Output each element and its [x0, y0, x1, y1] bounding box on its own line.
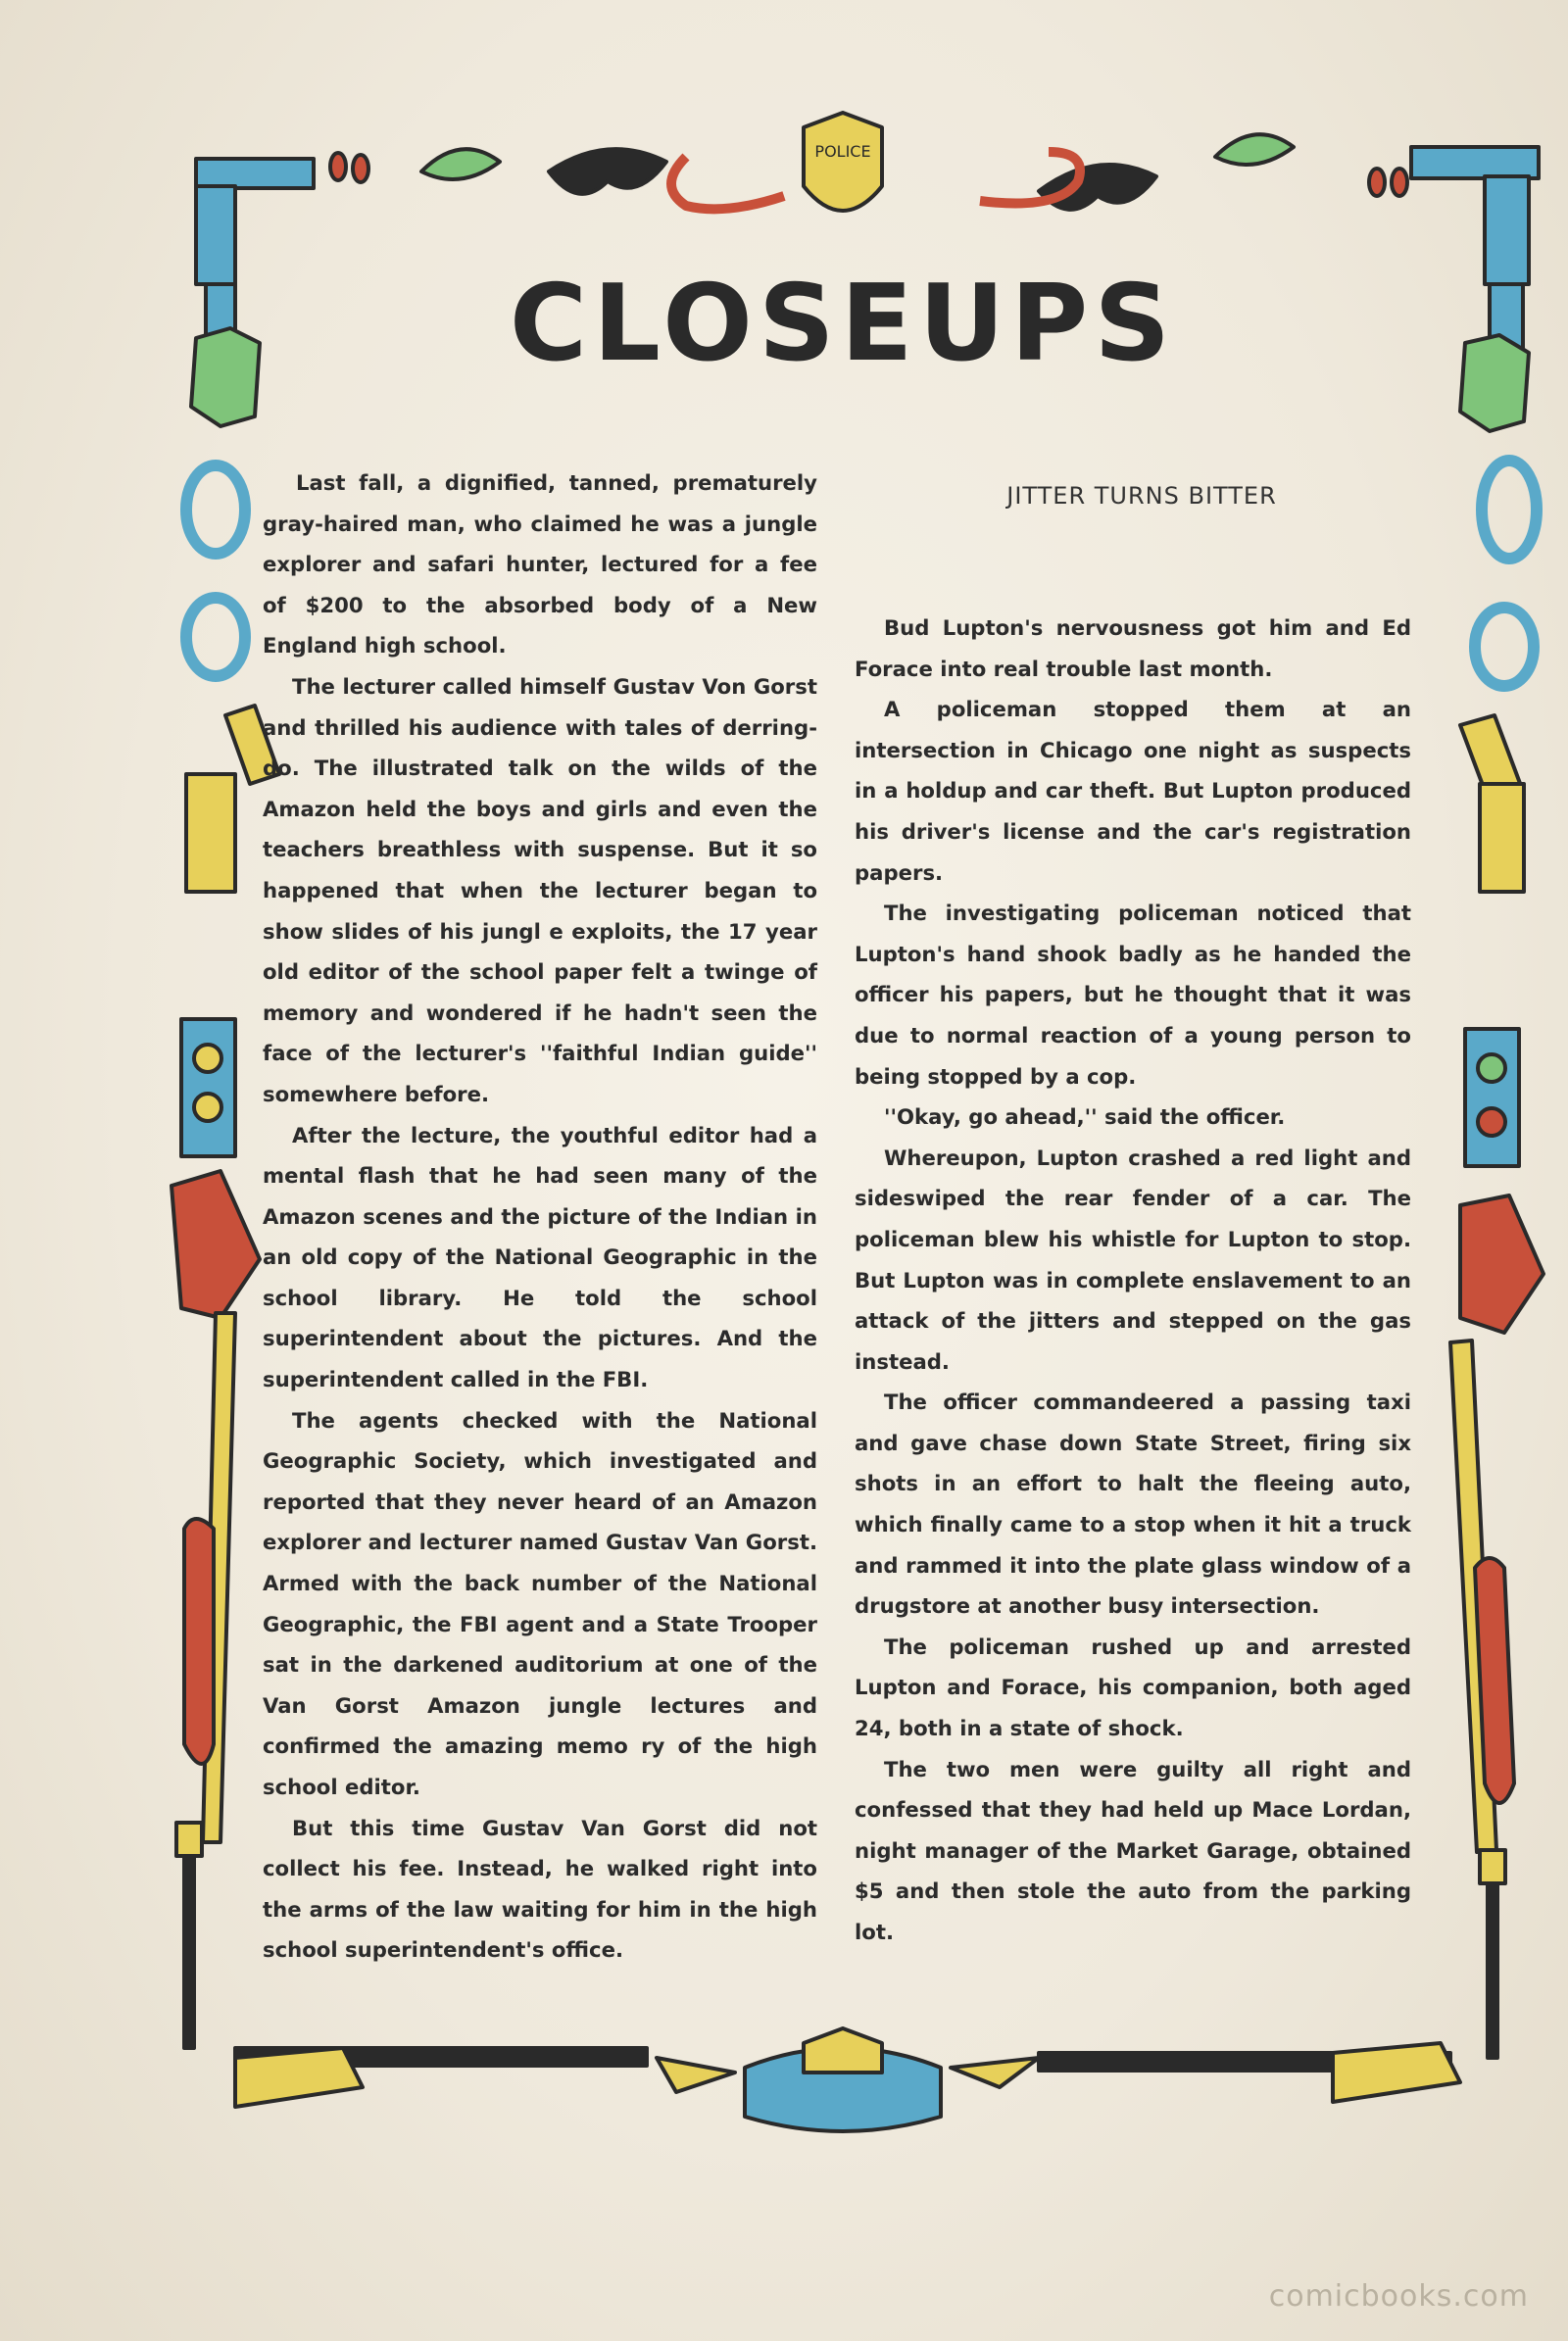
- street-lamp-icon: [1480, 1850, 1505, 2058]
- police-badge-icon: [804, 113, 882, 211]
- paragraph: The officer commandeered a passing taxi and gave chase down State Street, firing six shots in an effort to halt the fleeing auto, which finally came to a stop when it hit a truck and rammed it into the plate glass window of a drugstore at another busy intersection.: [855, 1390, 1411, 1619]
- traffic-light-icon: [181, 1019, 235, 1156]
- paragraph: The two men were guilty all right and confessed that they had held up Mace Lordan, night manager of the Market Garage, obtained $5 and then stole the auto from the parking lot.: [855, 1756, 1411, 1944]
- rifle-icon: [235, 2048, 647, 2107]
- paragraph: The lecturer called himself Gustav Von Gorst and thrilled his audience with tales of derring-do. The illustrated talk on the wilds of the Amazon held the boys and girls and even the teachers breathless with suspense. But it so happened that when the lecturer began to show slides of his jungl e exploits, the 17 year old editor of the school paper felt a twinge of memory and wondered if he hadn't seen the face of the lecturer's ''faithful Indian guide'' somewhere before.: [263, 673, 817, 1106]
- revolver-icon: [1460, 715, 1524, 892]
- police-cap-icon: [745, 2028, 941, 2131]
- site-watermark: comicbooks.com: [1268, 2279, 1529, 2314]
- paragraph: After the lecture, the youthful editor had a mental flash that he had seen many of the Amazon scenes and the picture of the Indian in an old copy of the National Geographic in the school library. He told the school superintendent about the pictures. And the superintendent called in the FBI.: [263, 1122, 817, 1392]
- rifle-icon: [1039, 2043, 1460, 2102]
- pistol-icon: [1411, 147, 1539, 363]
- paragraph: The agents checked with the National Geographic Society, which investigated and reported that they never heard of an Amazon explorer and lecturer named Gustav Van Gorst. Armed with the back number of the National Geographic, the FBI agent and a State Trooper sat in the darkened auditorium at one of the Van Gorst Amazon jungle lectures and confirmed the amazing memo ry of the high school editor.: [263, 1407, 817, 1799]
- left-article: [263, 463, 817, 1971]
- svg-text:POLICE: POLICE: [814, 142, 871, 161]
- paragraph: A policeman stopped them at an intersection in Chicago one night as suspects in a holdup and car theft. But Lupton produced his driver's license and the car's registration papers.: [855, 697, 1411, 885]
- article-headline: JITTER TURNS BITTER: [1006, 482, 1277, 510]
- nightstick-icon: [1450, 1341, 1514, 1852]
- paragraph: ''Okay, go ahead,'' said the officer.: [884, 1104, 1286, 1130]
- street-lamp-icon: [176, 1823, 202, 2048]
- revolver-icon: [1460, 1195, 1544, 1333]
- right-article: [855, 608, 1411, 1953]
- paragraph: The policeman rushed up and arrested Lupton and Forace, his companion, both aged 24, both in a state of shock.: [855, 1634, 1411, 1741]
- paragraph: Last fall, a dignified, tanned, prematurely gray-haired man, who claimed he was a jungle explorer and safari hunter, lectured for a fee of $200 to the absorbed body of a New England high school.: [263, 470, 817, 658]
- paragraph: But this time Gustav Van Gorst did not collect his fee. Instead, he walked right into the arms of the law waiting for him in the high school superintendent's office.: [263, 1815, 817, 1963]
- revolver-icon: [172, 1171, 260, 1318]
- paragraph: The investigating policeman noticed that Lupton's hand shook badly as he handed the officer his papers, but he thought that it was due to normal reaction of a young person to being stopped by a cop.: [855, 901, 1411, 1089]
- page-title: CLOSEUPS: [509, 263, 1177, 385]
- paragraph: Bud Lupton's nervousness got him and Ed Forace into real trouble last month.: [855, 615, 1411, 681]
- traffic-light-icon: [1465, 1029, 1519, 1166]
- nightstick-icon: [184, 1313, 235, 1842]
- paragraph: Whereupon, Lupton crashed a red light and sideswiped the rear fender of a car. The policeman blew his whistle for Lupton to stop. But Lupton was in complete enslavement to an attack of the jitters and stepped on the gas instead.: [855, 1145, 1411, 1374]
